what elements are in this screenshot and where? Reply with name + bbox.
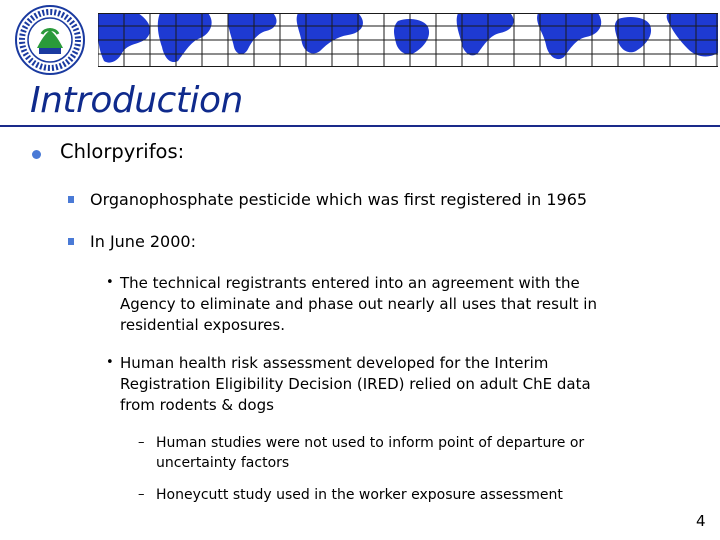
sub-detail-bullet-2-text: Honeycutt study used in the worker exposure assessment [156,487,563,503]
epa-seal-icon [9,4,91,76]
sub-bullet-2-text: In June 2000: [90,232,196,251]
dash-bullet-icon: – [138,487,145,502]
world-map-banner [98,13,718,67]
dash-bullet-icon: – [138,435,145,450]
bullet-dot-icon [32,150,41,159]
title-divider [0,125,720,127]
slide-title: Introduction [30,80,243,121]
page-number: 4 [696,512,706,530]
detail-bullet-1-text: The technical registrants entered into an agreement with the Agency to eliminate and phase out nearly all uses that result in residential exposures. [120,274,597,334]
sub-bullet-1-text: Organophosphate pesticide which was first registered in 1965 [90,190,588,209]
detail-bullet-2-text: Human health risk assessment developed for the Interim Registration Eligibility Decision (IRED) relied on adult ChE data from rodents & dogs [120,354,591,414]
bullet-square-icon [68,196,74,203]
bullet-dot-small-icon: • [106,275,114,290]
bullet-main-text: Chlorpyrifos: [60,140,185,163]
sub-detail-bullet-1-text: Human studies were not used to inform point of departure or uncertainty factors [156,435,585,471]
bullet-square-icon [68,238,74,245]
bullet-dot-small-icon: • [106,355,114,370]
